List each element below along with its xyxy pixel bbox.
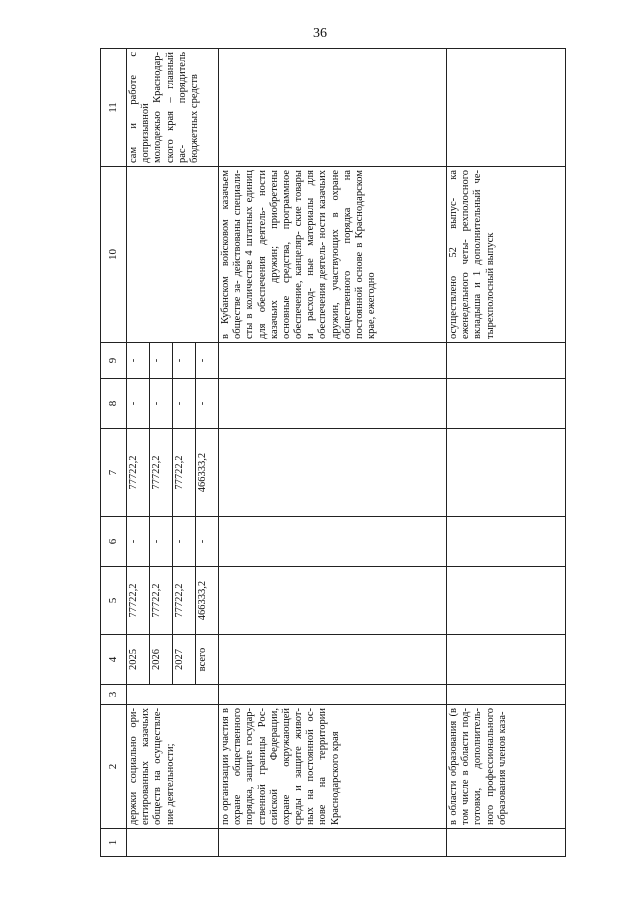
header-cell: 3 — [101, 685, 127, 705]
cell-col8 — [447, 379, 566, 429]
cell-col3 — [219, 685, 447, 705]
amount-total: 77722,2 — [173, 567, 196, 635]
amount-other: - — [150, 343, 173, 379]
cell-col1 — [127, 829, 219, 857]
cell-col9 — [219, 343, 447, 379]
responsible-executor: сам и работе с допризывной молодежью Краснодар- ского края – главный рас- порядитель бюджетных средств — [127, 49, 219, 167]
amount-regional: 77722,2 — [173, 429, 196, 517]
cell-col7 — [219, 429, 447, 517]
amount-total: 77722,2 — [150, 567, 173, 635]
cell-col1 — [447, 829, 566, 857]
result-description: осуществлено 52 выпус- ка еженедельного четы- рехполосного вкладыша и 1 дополнительный че- тырехполосный выпуск — [447, 167, 566, 343]
amount-other: - — [196, 343, 219, 379]
amount-federal: - — [127, 517, 150, 567]
amount-federal: - — [150, 517, 173, 567]
amount-regional: 77722,2 — [150, 429, 173, 517]
header-cell: 7 — [101, 429, 127, 517]
amount-federal: - — [173, 517, 196, 567]
measure-description: в области образования (в том числе в области под- готовки, дополнитель- ного профессионального образования членов каза- — [447, 705, 566, 829]
rotated-table-frame — [100, 49, 566, 857]
program-table — [100, 48, 566, 857]
table-row — [127, 49, 150, 857]
year-cell: 2025 — [127, 635, 150, 685]
header-cell: 5 — [101, 567, 127, 635]
cell-col11 — [219, 49, 447, 167]
cell-col4 — [219, 635, 447, 685]
measure-description: держки социально ори- ентированных казачьих обществ на осуществле- ние деятельности; — [127, 705, 219, 829]
amount-other: - — [127, 343, 150, 379]
measure-description: по организации участия в охране общественного порядка, защите государ- ственной границы Рос- сийской Федерации, охране окружающей среды и защите живот- ных на постоянной ос- нове на территории Краснодарского края — [219, 705, 447, 829]
amount-total: 77722,2 — [127, 567, 150, 635]
cell-col6 — [219, 517, 447, 567]
cell-col9 — [447, 343, 566, 379]
cell-col6 — [447, 517, 566, 567]
header-cell: 4 — [101, 635, 127, 685]
amount-regional: 77722,2 — [127, 429, 150, 517]
year-cell: 2026 — [150, 635, 173, 685]
cell-col3 — [127, 685, 219, 705]
cell-col1 — [219, 829, 447, 857]
amount-federal: - — [196, 517, 219, 567]
amount-other: - — [173, 343, 196, 379]
cell-col5 — [219, 567, 447, 635]
cell-col4 — [447, 635, 566, 685]
amount-regional: 466333,2 — [196, 429, 219, 517]
header-cell: 1 — [101, 829, 127, 857]
amount-local: - — [127, 379, 150, 429]
header-cell: 8 — [101, 379, 127, 429]
header-cell: 6 — [101, 517, 127, 567]
page-number: 36 — [313, 26, 327, 41]
header-cell: 2 — [101, 705, 127, 829]
header-cell: 10 — [101, 167, 127, 343]
table-row — [447, 49, 566, 857]
table-row — [219, 49, 447, 857]
header-cell: 9 — [101, 343, 127, 379]
year-cell: всего — [196, 635, 219, 685]
result-description: в Кубанском войсковом казачьем обществе за- действованы специали- сты в количестве 4 штатных единиц для обеспечения деятель- ности казачьих дружин; приобретены основные средства, программное обеспечение, канцеляр- ские товары и расход- ные материалы для обеспечения деятель- ности казачьих дружин, участвующих в охране общественного порядка на постоянной основе в Краснодарском крае, ежегодно — [219, 167, 447, 343]
amount-local: - — [196, 379, 219, 429]
cell-col8 — [219, 379, 447, 429]
header-row — [101, 49, 127, 857]
cell-col10 — [127, 167, 219, 343]
amount-total: 466333,2 — [196, 567, 219, 635]
cell-col3 — [447, 685, 566, 705]
year-cell: 2027 — [173, 635, 196, 685]
cell-col7 — [447, 429, 566, 517]
amount-local: - — [150, 379, 173, 429]
cell-col5 — [447, 567, 566, 635]
cell-col11 — [447, 49, 566, 167]
amount-local: - — [173, 379, 196, 429]
header-cell: 11 — [101, 49, 127, 167]
